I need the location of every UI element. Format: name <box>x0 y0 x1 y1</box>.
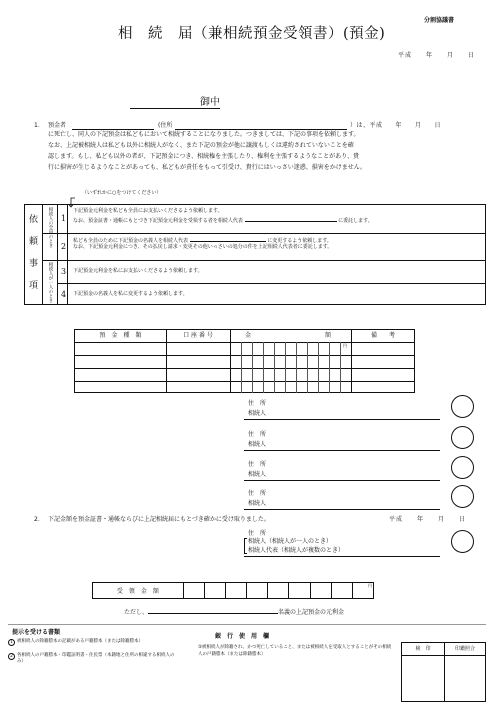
amount-digit[interactable] <box>183 583 204 599</box>
heir-name-label: 相続人 <box>248 410 267 417</box>
sub-label-single-heir: 相続人が一人のとき <box>48 262 53 303</box>
request-label <box>25 209 42 297</box>
deposit-row[interactable] <box>75 355 415 368</box>
branch-tag: 分割協議書 <box>424 17 455 24</box>
circle-instruction: （いずれかに○をつけてください） <box>82 190 162 196</box>
heir-name-label: 相続人 <box>248 441 267 448</box>
stamp-header-inspect <box>402 646 444 652</box>
request-label-char: 事 <box>28 259 38 269</box>
section2-date: 平成 年 月 日 <box>389 516 467 523</box>
death-date: ）は、平成 年 月 日 <box>350 122 442 129</box>
arrow-down-icon <box>67 193 75 203</box>
yen-unit: 円 <box>343 343 347 348</box>
request-label-char: 頼 <box>28 237 38 247</box>
remarks-header: 備 考 <box>370 332 395 339</box>
single-heir-label: 相続人（相続人が一人のとき） <box>248 538 333 545</box>
depositor-name-field[interactable] <box>72 122 154 130</box>
request-option-1[interactable]: 1 <box>60 214 67 223</box>
request-text: なお、下記預金元利金につき、その払戻し請求・変更その他いっさいの処分の件を上記相続人代表者に委託します。 <box>73 244 333 250</box>
section2-address-label: 住 所 <box>248 530 267 537</box>
account-number-header: 口 座 番 号 <box>183 332 213 339</box>
heir-address-label: 住 所 <box>248 431 267 438</box>
seal-circle[interactable] <box>451 426 474 449</box>
request-text: に変更するよう依頼します。 <box>267 238 332 244</box>
bank-use-note: ②被相続人が除籍され、かつ死亡していること、または被相続人を受取人とすることがその相続人の戸籍謄本（または除籍謄本） <box>198 645 392 657</box>
request-text: 私ども全員のために下記預金の名義人を相続人代表 <box>73 238 189 244</box>
receipt-amount-label: 受 領 金 額 <box>116 588 159 595</box>
receipt-note <box>124 607 404 617</box>
deposit-row[interactable] <box>75 381 415 393</box>
doc-mark-1: 1 <box>8 639 15 646</box>
request-option-3[interactable]: 3 <box>60 267 67 276</box>
bank-stamp-box <box>401 642 486 702</box>
amount-digit[interactable] <box>289 583 310 599</box>
receipt-note-prefix: ただし、 <box>124 609 149 616</box>
body-line: なお、上記被相続人は私ども以外に相続人がなく、また下記の預金が他に譲渡もしくは違約されていないことを確 <box>48 142 354 149</box>
request-item-4: 下記預金の名義人を私に変更するよう依頼します。 <box>73 291 188 297</box>
request-option-2[interactable]: 2 <box>60 242 67 251</box>
deposit-type-header: 預 金 種 類 <box>99 332 142 339</box>
header-date: 平成 年 月 日 <box>398 52 476 59</box>
heir-name-label: 相続人 <box>248 471 267 478</box>
request-table <box>24 204 486 305</box>
heir-address-label: 住 所 <box>248 461 267 468</box>
account-holder-field[interactable] <box>148 607 278 614</box>
sub-label-all-heirs: 相続人の全員のとき <box>48 207 53 248</box>
bracket-icon <box>244 538 247 554</box>
request-text: なお、預金証書・通帳にもとづき下記預金元利金を受領する者を相続人代表 <box>73 218 243 224</box>
doc-mark-2: 2 <box>8 653 15 660</box>
body-line: 認します。もし、私ども以外の者が、下記預金につき、相続権を主張したり、権利を主張するようなことがあり、貴 <box>48 153 360 160</box>
form-title: 相 続 届（兼相続預金受領書）(預金) <box>118 26 386 42</box>
deposit-table <box>74 329 415 393</box>
seal-circle[interactable] <box>451 485 474 508</box>
body-line: に死亡し、同人の下記預金は私どもにおいて相続することになりました。つきましては、下記の事項を依頼します。 <box>48 131 360 138</box>
heir-block <box>244 429 494 453</box>
request-item-1 <box>73 208 483 224</box>
request-item-2 <box>73 236 485 252</box>
docs-list <box>8 639 183 667</box>
addressee-label: 御中 <box>200 97 220 108</box>
amount-digit[interactable] <box>310 583 331 599</box>
deposit-row[interactable] <box>75 368 415 381</box>
section2-signer <box>244 536 494 556</box>
amount-digit[interactable] <box>331 583 352 599</box>
doc-item-1: 被相続人の除籍謄本の記載がある戸籍謄本（または除籍謄本） <box>17 639 143 644</box>
receipt-amount-table <box>92 582 374 599</box>
seal-circle[interactable] <box>451 456 474 479</box>
heir-block <box>244 488 494 512</box>
bank-use-title: 銀 行 使 用 欄 <box>215 633 270 640</box>
depositor-address-field[interactable] <box>175 122 347 130</box>
stamp-header-seal-check: 印鑑照合 <box>454 646 475 652</box>
heir-name-label: 相続人 <box>248 500 267 507</box>
receipt-yen-unit: 円 <box>368 583 372 588</box>
heir-representative-label: 相続人代表（相続人が複数のとき） <box>248 547 345 554</box>
request-text: に委託します。 <box>338 218 373 224</box>
heir-block <box>244 398 494 422</box>
seal-circle[interactable] <box>451 395 474 418</box>
amount-header-b: 額 <box>325 332 332 339</box>
docs-title: 提示を受ける書類 <box>12 629 61 636</box>
receipt-note-suffix: 名義の上記預金の元利金 <box>278 609 345 616</box>
depositor-label: 預金者 <box>48 122 67 129</box>
stamp-header-char: 印 <box>425 646 431 652</box>
representative-field[interactable] <box>190 236 266 242</box>
section1-number: 1． <box>34 122 44 129</box>
amount-digit[interactable] <box>204 583 225 599</box>
amount-digit[interactable] <box>268 583 289 599</box>
amount-digit[interactable] <box>352 583 373 599</box>
seal-check-stamp-area[interactable] <box>444 655 486 702</box>
request-option-4[interactable]: 4 <box>60 290 67 299</box>
amount-digit[interactable] <box>226 583 247 599</box>
request-text: 下記預金元利金を私ども全員にお支払いくださるよう依頼します。 <box>73 208 223 214</box>
doc-item-2: 各相続人の戸籍謄本・印鑑証明書・住民票（本籍地と住所の相違する相続人のみ） <box>17 653 175 664</box>
request-label-char: 依 <box>28 215 38 225</box>
amount-digit[interactable] <box>247 583 268 599</box>
deposit-row[interactable] <box>75 342 415 355</box>
heir-address-label: 住 所 <box>248 400 267 407</box>
body-line: 行に損害が生じるようなことがあっても、私どもが責任をもって引受け、貴行にはいっさい迷惑、損害をかけません。 <box>48 164 367 171</box>
section2-text: 下記金額を預金証書・通帳ならびに上記相続届にもとづき確かに受け取りました。 <box>48 516 270 523</box>
addressee-field[interactable] <box>130 95 220 109</box>
inspection-stamp-area[interactable] <box>402 655 444 702</box>
heir-block <box>244 459 494 483</box>
section1-body <box>48 131 494 175</box>
depositor-address-label: (住所 <box>158 122 173 129</box>
stamp-header-char: 検 <box>415 646 421 652</box>
amount-header-a: 金 <box>245 332 252 339</box>
request-label-char: 項 <box>28 281 38 291</box>
representative-field[interactable] <box>245 216 337 222</box>
section2-number: 2． <box>34 516 44 523</box>
request-item-3: 下記預金元利金を私にお支払いくださるよう依頼します。 <box>73 268 203 274</box>
seal-circle[interactable] <box>451 530 474 553</box>
heir-address-label: 住 所 <box>248 490 267 497</box>
